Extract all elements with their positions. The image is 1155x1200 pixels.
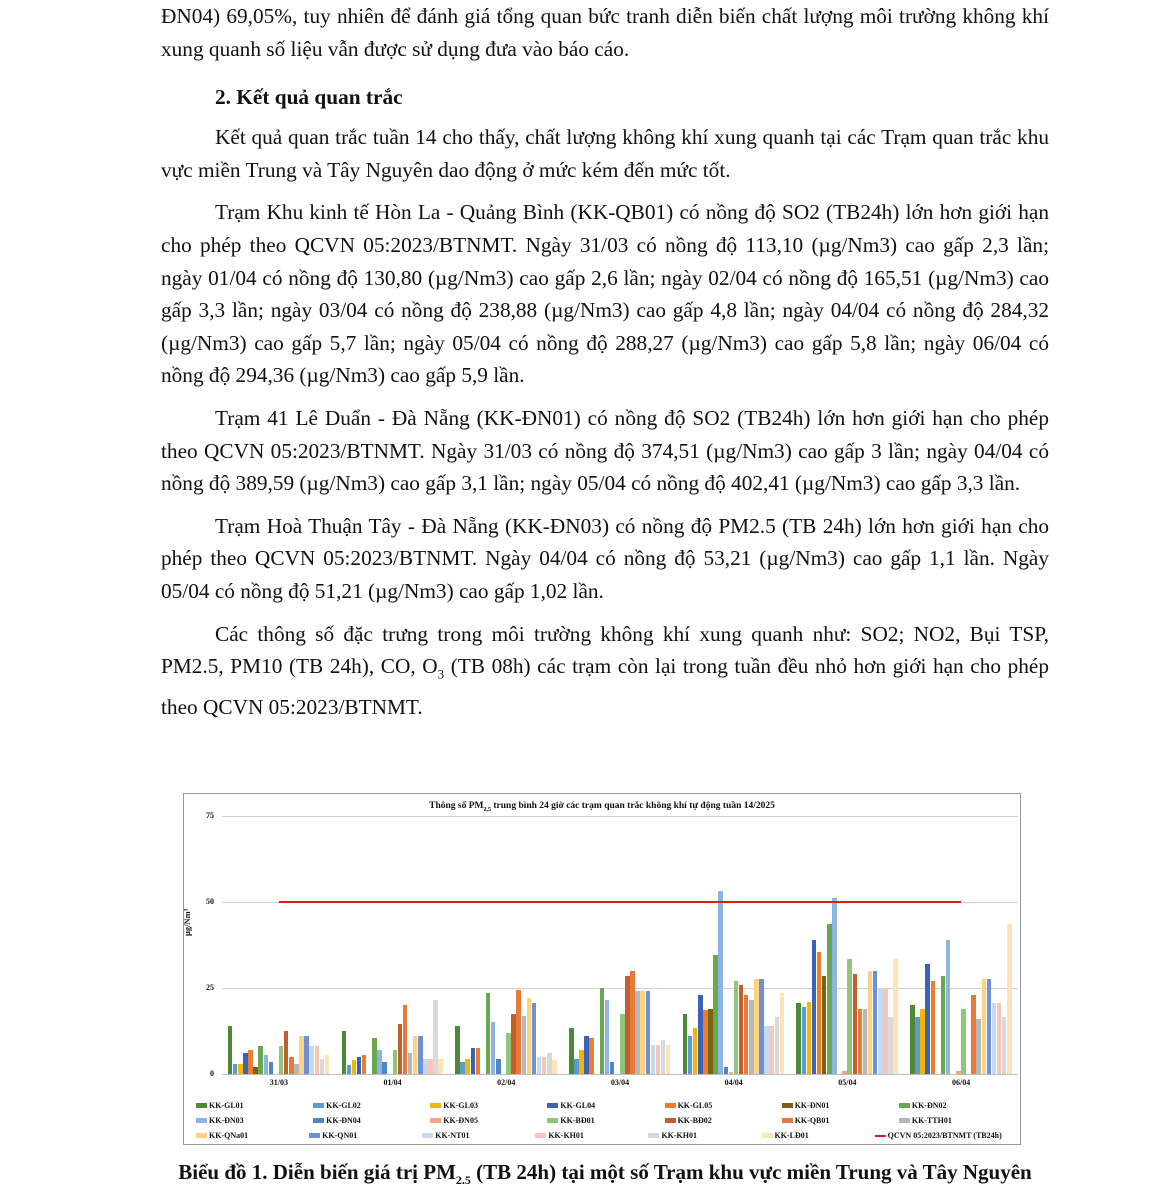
legend-label: KK-ĐN02 <box>911 1101 947 1110</box>
bar <box>893 959 898 1074</box>
legend-row <box>196 1128 1016 1143</box>
bar <box>325 1055 330 1074</box>
legend-swatch <box>196 1133 207 1138</box>
bar <box>347 1065 352 1074</box>
chart-title <box>184 801 1020 813</box>
legend-label: QCVN 05:2023/BTNMT (TB24h) <box>887 1131 1002 1140</box>
legend-swatch <box>430 1118 441 1123</box>
bar <box>796 1003 801 1074</box>
legend-label: KK-ĐN01 <box>794 1101 830 1110</box>
bar <box>703 1010 708 1074</box>
bar <box>491 1022 496 1074</box>
bar <box>769 1026 774 1074</box>
legend-label: KK-ĐN05 <box>443 1116 478 1125</box>
legend-label: KK-BĐ01 <box>560 1116 595 1125</box>
legend-item <box>313 1101 430 1110</box>
chart-title-pre: Thông số PM <box>429 801 484 811</box>
bar <box>759 979 764 1074</box>
legend-item <box>648 1131 761 1140</box>
chart-title-post: trung bình 24 giờ các trạm quan trắc không khí tự động tuần 14/2025 <box>491 801 775 811</box>
bar <box>971 995 976 1074</box>
bar <box>428 1059 433 1074</box>
bar <box>920 1009 925 1074</box>
bar <box>853 974 858 1074</box>
bar <box>744 995 749 1074</box>
legend-item <box>665 1116 782 1125</box>
bar <box>238 1064 243 1074</box>
legend-swatch <box>422 1133 433 1138</box>
bar <box>946 940 951 1074</box>
legend-swatch <box>196 1103 207 1108</box>
legend-item <box>782 1116 899 1125</box>
x-tick-label: 03/04 <box>610 1078 630 1087</box>
chart-plot-area <box>182 811 1018 1087</box>
paragraph-dn03: Trạm Hoà Thuận Tây - Đà Nẵng (KK-ĐN03) có nồng độ PM2.5 (TB 24h) lớn hơn giới hạn cho phép theo QCVN 05:2023/BTNMT. Ngày 04/04 có nồng độ 53,21 (µg/Nm3) cao gấp 1,1 lần. Ngày 05/04 có nồng độ 51,21 (µg/Nm3) cao gấp 1,02 lần. <box>161 513 1049 603</box>
legend-label: KK-ĐN03 <box>209 1116 244 1125</box>
bar <box>342 1031 347 1074</box>
x-tick-label: 02/04 <box>497 1078 516 1087</box>
x-tick-label: 05/04 <box>838 1078 857 1087</box>
legend-item <box>535 1131 648 1140</box>
legend-label: KK-NT01 <box>435 1131 470 1140</box>
legend-label: KK-GL01 <box>209 1101 244 1110</box>
legend-swatch <box>547 1118 558 1123</box>
gridline <box>222 988 1018 989</box>
bar <box>873 971 878 1074</box>
gridline <box>222 816 1018 817</box>
bar <box>372 1038 377 1074</box>
bar <box>532 1003 537 1074</box>
x-tick-label: 01/04 <box>383 1078 402 1087</box>
bar <box>640 991 645 1074</box>
bar <box>511 1014 516 1074</box>
caption-sub: 2.5 <box>455 1173 471 1188</box>
legend-swatch <box>899 1118 910 1123</box>
bar <box>739 985 744 1074</box>
bar <box>299 1036 304 1074</box>
legend-item <box>899 1116 1016 1125</box>
bar <box>542 1057 547 1074</box>
bar <box>656 1045 661 1074</box>
legend-swatch <box>313 1118 324 1123</box>
bar <box>708 1009 713 1074</box>
bar <box>724 1067 729 1074</box>
bar <box>413 1036 418 1074</box>
bar <box>284 1031 289 1074</box>
legend-label: KK-GL04 <box>560 1101 596 1110</box>
y-tick-label: 25 <box>206 983 214 992</box>
legend-label: KK-QNa01 <box>209 1131 249 1140</box>
bar <box>729 1072 734 1074</box>
bar <box>868 971 873 1074</box>
legend-item <box>430 1101 547 1110</box>
bar <box>315 1046 320 1074</box>
bar <box>780 993 785 1074</box>
legend-item <box>665 1101 782 1110</box>
legend-item <box>875 1131 1016 1140</box>
bar <box>1007 924 1012 1074</box>
bar <box>1002 1017 1007 1074</box>
bar <box>754 979 759 1074</box>
bar <box>718 891 723 1074</box>
bar <box>294 1064 299 1074</box>
bar <box>858 1009 863 1074</box>
bar <box>764 1026 769 1074</box>
caption-prefix: Biểu đồ 1. Diễn biến giá trị PM <box>178 1160 456 1184</box>
bar <box>403 1005 408 1074</box>
legend-row <box>196 1113 1016 1128</box>
legend-swatch <box>196 1118 207 1123</box>
bar <box>749 1000 754 1074</box>
bar <box>775 1017 780 1074</box>
bar <box>610 1062 615 1074</box>
bar <box>817 952 822 1074</box>
legend-row <box>196 1098 1016 1113</box>
bar <box>496 1059 501 1074</box>
caption-suffix: (TB 24h) tại một số Trạm khu vực miền Trung và Tây Nguyên <box>470 1160 1032 1184</box>
chart-title-sub: 2,5 <box>483 806 491 813</box>
legend-label: KK-GL03 <box>443 1101 478 1110</box>
bar <box>258 1046 263 1074</box>
legend-swatch <box>782 1118 793 1123</box>
legend-item <box>422 1131 535 1140</box>
bar <box>377 1050 382 1074</box>
bar <box>976 1019 981 1074</box>
bar <box>289 1057 294 1074</box>
bar <box>465 1059 470 1074</box>
bar <box>471 1048 476 1074</box>
bar <box>842 1071 847 1074</box>
legend-label: KK-TTH01 <box>911 1116 952 1125</box>
legend-label: KK-KH01 <box>661 1131 697 1140</box>
bar <box>941 976 946 1074</box>
bar <box>382 1062 387 1074</box>
bar <box>620 1014 625 1074</box>
bar <box>863 1009 868 1074</box>
bar <box>915 1017 920 1074</box>
bar <box>547 1053 552 1074</box>
legend-item <box>899 1101 1016 1110</box>
bar <box>233 1064 238 1074</box>
bar <box>651 1045 656 1074</box>
paragraph-intro: ĐN04) 69,05%, tuy nhiên để đánh giá tổng quan bức tranh diễn biến chất lượng môi trường không khí xung quanh số liệu vẫn được sử dụng đưa vào báo cáo. <box>161 4 1049 61</box>
paragraph-qb01: Trạm Khu kinh tế Hòn La - Quảng Bình (KK-QB01) có nồng độ SO2 (TB24h) lớn hơn giới hạn cho phép theo QCVN 05:2023/BTNMT. Ngày 31/03 có nồng độ 113,10 (µg/Nm3) cao gấp 2,3 lần; ngày 01/04 có nồng độ 130,80 (µg/Nm3) cao gấp 2,6 lần; ngày 02/04 có nồng độ 165,51 (µg/Nm3) cao gấp 3,3 lần; ngày 03/04 có nồng độ 238,88 (µg/Nm3) cao gấp 4,8 lần; ngày 04/04 có nồng độ 284,32 (µg/Nm3) cao gấp 5,7 lần; ngày 05/04 có nồng độ 288,27 (µg/Nm3) cao gấp 5,8 lần; ngày 06/04 có nồng độ 294,36 (µg/Nm3) cao gấp 5,9 lần. <box>161 200 1049 388</box>
bar <box>304 1036 309 1074</box>
bar <box>552 1060 557 1074</box>
bar <box>698 995 703 1074</box>
bar <box>987 979 992 1074</box>
bar <box>362 1055 367 1074</box>
legend-swatch <box>762 1133 773 1138</box>
paragraph-summary: Kết quả quan trắc tuần 14 cho thấy, chất lượng không khí xung quanh tại các Trạm quan trắc khu vực miền Trung và Tây Nguyên dao động ở mức kém đến mức tốt. <box>161 125 1049 182</box>
bar <box>666 1045 671 1074</box>
bar <box>569 1028 574 1074</box>
bar <box>713 955 718 1074</box>
bar <box>279 1046 284 1074</box>
bar <box>832 898 837 1074</box>
legend-swatch <box>430 1103 441 1108</box>
legend-item <box>196 1131 309 1140</box>
y-axis-label: µg/Nm³ <box>182 908 192 936</box>
bar <box>605 1000 610 1074</box>
bar <box>688 1036 693 1074</box>
bar <box>635 991 640 1074</box>
legend-item <box>782 1101 899 1110</box>
y-tick-label: 0 <box>210 1069 214 1078</box>
legend-swatch <box>782 1103 793 1108</box>
bar <box>357 1057 362 1074</box>
bar <box>661 1040 666 1074</box>
y-tick-label: 75 <box>206 811 214 820</box>
bar <box>646 991 651 1074</box>
pm25-chart <box>183 793 1021 1145</box>
paragraph-other-params <box>161 618 1049 724</box>
bar <box>320 1059 325 1074</box>
bar <box>734 981 739 1074</box>
legend-label: KK-GL02 <box>326 1101 361 1110</box>
legend-item <box>762 1131 875 1140</box>
bar <box>506 1033 511 1074</box>
bar <box>393 1050 398 1074</box>
bar <box>460 1062 465 1074</box>
y-tick-label: 50 <box>206 897 214 906</box>
bar <box>878 988 883 1074</box>
bar <box>584 1036 589 1074</box>
bar <box>418 1036 423 1074</box>
legend-item <box>547 1116 664 1125</box>
legend-swatch <box>535 1133 546 1138</box>
bar <box>248 1050 253 1074</box>
bar <box>982 979 987 1074</box>
qcvn-limit-line <box>279 901 961 903</box>
bar <box>253 1067 258 1074</box>
legend-swatch <box>309 1133 320 1138</box>
paragraph-dn01: Trạm 41 Lê Duẩn - Đà Nẵng (KK-ĐN01) có nồng độ SO2 (TB24h) lớn hơn giới hạn cho phép theo QCVN 05:2023/BTNMT. Ngày 31/03 có nồng độ 374,51 (µg/Nm3) cao gấp 3 lần; ngày 04/04 có nồng độ 389,59 (µg/Nm3) cao gấp 3,1 lần; ngày 05/04 có nồng độ 402,41 (µg/Nm3) cao gấp 3,3 lần. <box>161 405 1049 496</box>
legend-item <box>196 1101 313 1110</box>
document-body <box>161 0 1049 724</box>
legend-item <box>547 1101 664 1110</box>
legend-swatch <box>665 1103 676 1108</box>
legend-swatch <box>899 1103 910 1108</box>
legend-label: KK-KH01 <box>548 1131 584 1140</box>
bar <box>408 1053 413 1074</box>
bar <box>822 976 827 1074</box>
bar <box>625 976 630 1074</box>
bar <box>476 1048 481 1074</box>
bar <box>807 1002 812 1074</box>
bar <box>802 1007 807 1074</box>
x-axis <box>222 1074 1018 1075</box>
legend-label: KK-LĐ01 <box>774 1131 809 1140</box>
bar <box>683 1014 688 1074</box>
bar <box>910 1005 915 1074</box>
section-heading: 2. Kết quả quan trắc <box>215 85 403 110</box>
bar <box>527 998 532 1074</box>
legend-label: KK-ĐN04 <box>326 1116 361 1125</box>
bar <box>228 1026 233 1074</box>
bar <box>812 940 817 1074</box>
bar <box>486 993 491 1074</box>
bar <box>352 1060 357 1074</box>
bar <box>827 924 832 1074</box>
bar <box>956 1071 961 1074</box>
bar <box>309 1046 314 1074</box>
legend-item <box>309 1131 422 1140</box>
bar <box>883 988 888 1074</box>
bar <box>423 1059 428 1074</box>
x-tick-label: 31/03 <box>269 1078 288 1087</box>
legend-item <box>430 1116 547 1125</box>
legend-item <box>313 1116 430 1125</box>
bar <box>600 988 605 1074</box>
legend-swatch <box>665 1118 676 1123</box>
bar <box>579 1050 584 1074</box>
legend-item <box>196 1116 313 1125</box>
bar <box>888 1017 893 1074</box>
bar <box>589 1038 594 1074</box>
bar <box>522 1016 527 1074</box>
x-tick-label: 06/04 <box>952 1078 971 1087</box>
legend-swatch <box>648 1133 659 1138</box>
legend-swatch <box>313 1103 324 1108</box>
subscript-o3: 3 <box>437 666 445 682</box>
legend-label: KK-GL05 <box>677 1101 713 1110</box>
legend-label: KK-QB01 <box>794 1116 830 1125</box>
bar <box>630 971 635 1074</box>
bar <box>693 1028 698 1074</box>
legend-line-swatch <box>875 1135 886 1137</box>
bar <box>398 1024 403 1074</box>
legend-label: KK-BĐ02 <box>677 1116 712 1125</box>
bar <box>992 1003 997 1074</box>
bar <box>516 990 521 1074</box>
bar <box>997 1003 1002 1074</box>
figure-caption <box>161 1160 1049 1188</box>
chart-legend <box>196 1098 1016 1143</box>
bar <box>925 964 930 1074</box>
bar <box>931 981 936 1074</box>
bar <box>574 1059 579 1074</box>
legend-swatch <box>547 1103 558 1108</box>
bar <box>847 959 852 1074</box>
bar <box>433 1000 438 1074</box>
paragraph-other-params-b: (TB 08h) các trạm còn lại trong tuần đều nhỏ hơn giới hạn cho phép theo QCVN 05:2023/BTNMT. <box>161 654 1049 719</box>
x-tick-label: 04/04 <box>724 1078 743 1087</box>
bar <box>961 1009 966 1074</box>
bar <box>537 1057 542 1074</box>
bar <box>264 1055 269 1074</box>
paragraph-other-params-a: Các thông số đặc trưng trong môi trường không khí xung quanh như: SO2; NO2, Bụi TSP, PM2.5, PM10 (TB 24h), CO, O <box>161 621 1049 679</box>
bar <box>455 1026 460 1074</box>
bar <box>269 1062 274 1074</box>
bar <box>243 1053 248 1074</box>
legend-label: KK-QN01 <box>322 1131 358 1140</box>
bar <box>438 1059 443 1074</box>
